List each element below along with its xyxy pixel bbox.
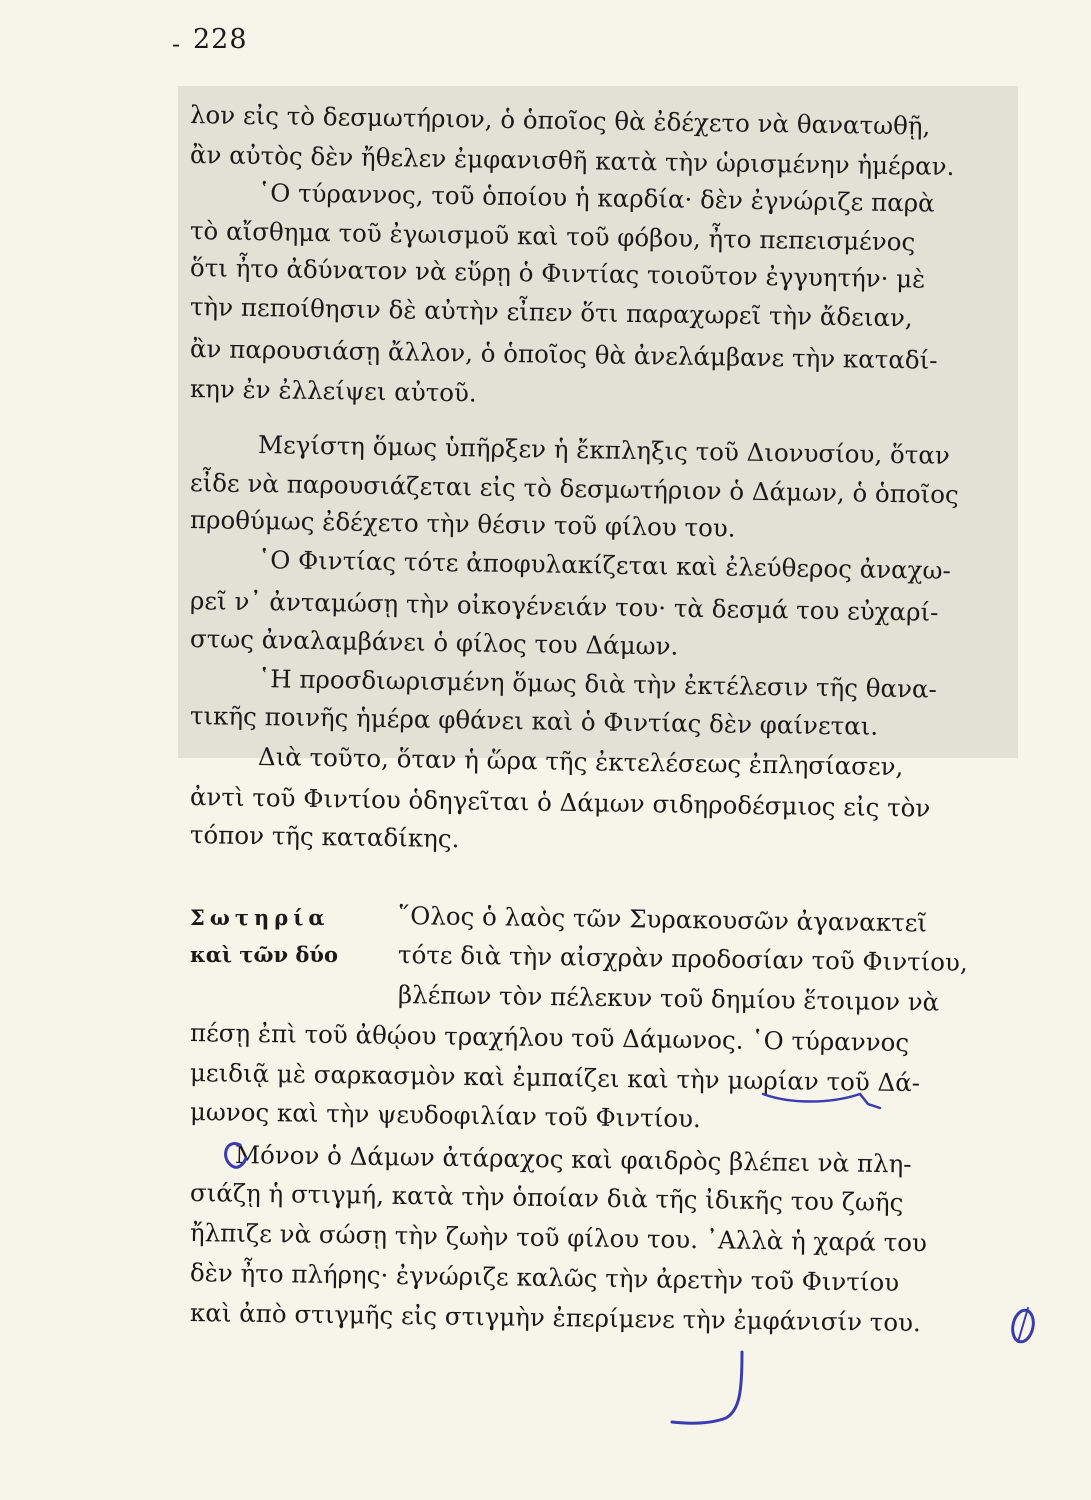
underline-mark (763, 1094, 880, 1108)
text-line: καὶ ἀπὸ στιγμῆς εἰς στιγμὴν ἐπερίμενε τὴν ἐμφάνισίν του. (189, 1298, 921, 1338)
text-line: ἤλπιζε νὰ σώσῃ τὴν ζωὴν τοῦ φίλου του. ᾿Αλλὰ ἡ χαρά του (189, 1218, 928, 1258)
text-line: τὸ αἴσθημα τοῦ ἐγωισμοῦ καὶ τοῦ φόβου, ἦτο πεπεισμένος (189, 216, 916, 257)
margin-heading-line2: καὶ τῶν δύο (190, 942, 338, 967)
text-line: μωνος καὶ τὴν ψευδοφιλίαν τοῦ Φιντίου. (189, 1097, 701, 1134)
text-line: ρεῖ ν᾿ ἀνταμώσῃ τὴν οἰκογένειάν του· τὰ δεσμά του εὐχαρί- (189, 586, 939, 627)
text-line: ῞Ολος ὁ λαὸς τῶν Συρακουσῶν ἀγανακτεῖ (397, 901, 928, 938)
text-line: τὴν πεποίθησιν δὲ αὐτὴν εἶπεν ὅτι παραχωρεῖ τὴν ἄδειαν, (189, 292, 913, 333)
text-line: ῾Ο τύραννος, τοῦ ὁποίου ἡ καρδία· δὲν ἐγνώριζε παρὰ (257, 178, 935, 218)
text-line: ἂν αὐτὸς δὲν ἤθελεν ἐμφανισθῆ κατὰ τὴν ὡρισμένην ἡμέραν. (189, 140, 955, 182)
text-line: κην ἐν ἐλλείψει αὐτοῦ. (189, 374, 477, 408)
page-number: 228 (193, 24, 248, 55)
text-line: βλέπων τὸν πέλεκυν τοῦ δημίου ἕτοιμον νὰ (397, 980, 940, 1017)
text-line: ἀντὶ τοῦ Φιντίου ὁδηγεῖται ὁ Δάμων σιδηροδέσμιος εἰς τὸν (189, 782, 931, 823)
text-line: Διὰ τοῦτο, ὅταν ἡ ὥρα τῆς ἐκτελέσεως ἐπλησίασεν, (257, 742, 904, 782)
paragraph-open-mark (226, 1144, 246, 1168)
text-line: εἶδε νὰ παρουσιάζεται εἰς τὸ δεσμωτήριον ὁ Δάμων, ὁ ὁποῖος (189, 468, 959, 510)
text-line: στως ἀναλαμβάνει ὁ φίλος του Δάμων. (189, 624, 679, 661)
text-line: Μεγίστη ὅμως ὑπῆρξεν ἡ ἔκπληξις τοῦ Διονυσίου, ὅταν (257, 430, 950, 470)
text-line: λον εἰς τὸ δεσμωτήριον, ὁ ὁποῖος θὰ ἐδέχετο νὰ θανατωθῇ, (189, 100, 931, 141)
text-line: ῾Ο Φιντίας τότε ἀποφυλακίζεται καὶ ἐλεύθερος ἀναχω- (257, 545, 952, 585)
text-line: ἂν παρουσιάσῃ ἄλλον, ὁ ὁποῖος θὰ ἀνελάμβανε τὴν καταδί- (189, 334, 938, 375)
text-line: δὲν ἦτο πλήρης· ἐγνώριζε καλῶς τὴν ἀρετὴν τοῦ Φιντίου (189, 1258, 900, 1297)
text-line: ὅτι ἦτο ἀδύνατον νὰ εὕρῃ ὁ Φιντίας τοιοῦτον ἐγγυητήν· μὲ (189, 253, 926, 294)
text-line: σιάζῃ ἡ στιγμή, κατὰ τὴν ὁποίαν διὰ τῆς ἰδικῆς του ζωῆς (189, 1178, 904, 1217)
text-line: Μόνον ὁ Δάμων ἀτάραχος καὶ φαιδρὸς βλέπει νὰ πλη- (234, 1140, 912, 1179)
text-line: προθύμως ἐδέχετο τὴν θέσιν τοῦ φίλου του. (189, 505, 736, 543)
text-line: τόπον τῆς καταδίκης. (189, 820, 460, 854)
text-line: πέσῃ ἐπὶ τοῦ ἀθῴου τραχήλου τοῦ Δάμωνος. ῾Ο τύραννος (189, 1018, 910, 1058)
text-line: τικῆς ποινῆς ἡμέρα φθάνει καὶ ὁ Φιντίας δὲν φαίνεται. (189, 701, 879, 741)
text-line: μειδιᾷ μὲ σαρκασμὸν καὶ ἐμπαίζει καὶ τὴν μωρίαν τοῦ Δά- (189, 1058, 921, 1098)
text-line: ῾Η προσδιωρισμένη ὅμως διὰ τὴν ἐκτέλεσιν τῆς θανα- (257, 664, 938, 704)
margin-heading-line1: Σωτηρία (190, 905, 330, 930)
page-number-prefix: - (172, 30, 181, 58)
curved-pen-stroke (672, 1352, 742, 1423)
text-line: τότε διὰ τὴν αἰσχρὰν προδοσίαν τοῦ Φιντίου, (397, 940, 968, 977)
